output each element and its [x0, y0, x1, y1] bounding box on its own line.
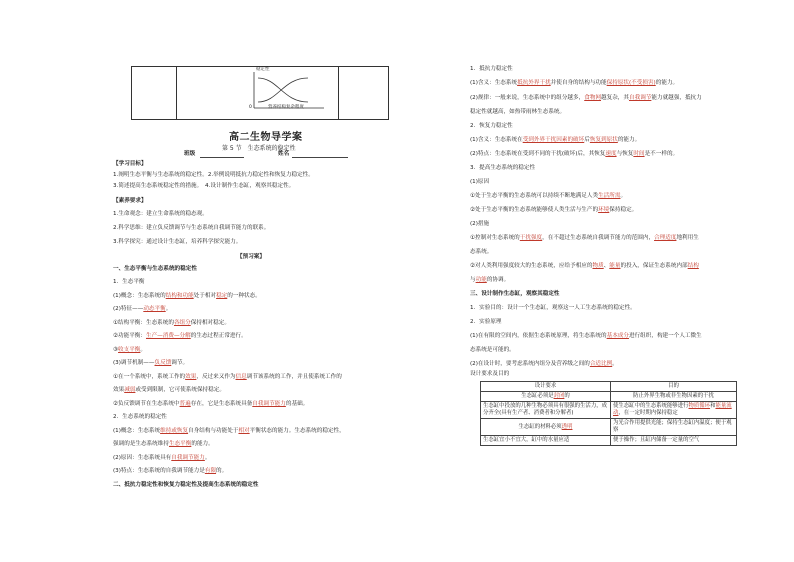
r-line-2: [470, 80, 678, 87]
section-1-1: 1．生态平衡: [113, 279, 145, 285]
r-line-3-answer-1: 食物网: [584, 95, 602, 101]
r-line-6-answer-2: 恢复到原状: [589, 137, 618, 143]
r-line-22-b: 。: [612, 361, 618, 367]
r-line-22: [470, 361, 618, 368]
goal-line-1: 1.阐明生态平衡与生态系统的稳定性。2.举例说明抵抗力稳定性和恢复力稳定性。: [113, 172, 314, 178]
r-line-5: 2．恢复力稳定性: [470, 123, 513, 129]
def-line-8-answer: 减弱: [124, 387, 136, 393]
r-line-15-answer-2: 能量: [609, 263, 621, 269]
def-line-3-answer: 各组分: [173, 320, 191, 326]
def-line-7-c: 调节该系统的工作，并且使系统工作的: [246, 374, 342, 380]
cell-text: ，在一定时期内保持稳定: [618, 410, 678, 416]
table-header-row: [481, 382, 737, 392]
def-line-8-b: 或受到限制，它可使系统保持稳定。: [135, 387, 225, 393]
def-line-9-c: 的基础。: [285, 401, 309, 407]
r-line-13-answer-1: 干扰强度: [519, 235, 543, 241]
r-line-11-a: ②处于生态平衡的生态系统能够使人类生活与生产的: [470, 207, 599, 213]
def-line-1-answer-1: 结构和功能: [165, 293, 194, 299]
r-line-10: [470, 193, 626, 200]
def-line-1-c: 的一种状态。: [227, 293, 261, 299]
def-line-1: [113, 293, 261, 300]
r-line-6: [470, 137, 640, 144]
r-line-7-answer-2: 时间: [633, 151, 645, 157]
r-line-9: (1)原因: [470, 179, 490, 185]
r-line-11-answer: 环境: [598, 207, 610, 213]
def-line-4-b: 的生态过程正常进行。: [190, 333, 247, 339]
r-line-10-answer: 生活所需: [598, 193, 621, 199]
cell-answer: 能量流动: [613, 403, 732, 416]
table-header-goal: 目的: [611, 382, 737, 392]
stab-line-2: [113, 441, 214, 448]
stab-line-2-a: 强调的是生态系统维持: [113, 441, 169, 447]
section-1-2: 2．生态系统的稳定性: [113, 414, 167, 420]
stab-line-1-a: (1)概念：生态系统: [113, 428, 161, 434]
cell-answer: 封闭: [553, 393, 565, 399]
table-row: [481, 392, 737, 402]
r-line-13-answer-2: 合理适度: [654, 235, 677, 241]
r-line-3-c: 能力就越强，抵抗力: [651, 95, 702, 101]
def-line-4: [113, 333, 247, 340]
def-line-6: [113, 360, 188, 367]
r-line-1: 1．抵抗力稳定性: [470, 66, 513, 72]
table-cell-goal-2: [611, 402, 737, 419]
r-line-15-answer-1: 物质: [592, 263, 604, 269]
def-line-6-b: 调节。: [171, 360, 189, 366]
cell-answer: 透明: [561, 423, 573, 430]
def-line-2: [113, 306, 171, 313]
r-line-12: (2)措施: [470, 221, 490, 227]
def-line-8: [113, 387, 225, 394]
cell-text: 的: [564, 393, 570, 399]
r-line-20-answer: 基本成分: [606, 333, 629, 339]
r-line-13-b: ，在不超过生态系统自我调节能力的范围内，: [542, 235, 655, 241]
r-line-15-a: ②对人类利用强度较大的生态系统，应给予相应的: [470, 263, 593, 269]
r-line-13-c: 地利用生: [676, 235, 699, 241]
stab-line-2-answer: 生态平衡: [168, 441, 192, 447]
stab-line-1-answer-1: 维持或恢复: [160, 428, 189, 434]
cell-text: 生态缸必须是: [521, 393, 554, 399]
literacy-line-3: 3.科学探究：通过设计生态缸，培养科学探究能力。: [113, 239, 242, 245]
r-line-18: 1．实验目的：设计一个生态缸，观察这一人工生态系统的稳定性。: [470, 305, 636, 311]
cell-text: 和: [710, 403, 716, 409]
page-title: 高二生物导学案: [229, 132, 303, 143]
r-line-16-b: 的协调。: [486, 277, 510, 283]
r-line-6-answer-1: 受到外界干扰因素的破坏: [522, 137, 585, 143]
def-line-7-b: ，反过来又作为: [196, 374, 236, 380]
def-line-7-a: ①在一个系统中，系统工作的: [113, 374, 186, 380]
r-line-20: [470, 333, 702, 340]
stab-line-4-b: 的。: [216, 468, 228, 474]
header-divider-2: [338, 66, 339, 120]
table-row: [481, 436, 737, 446]
r-line-10-b: 。: [620, 193, 627, 199]
table-cell-req-4: 生态缸宜小不宜大，缸中的水量应适: [481, 436, 611, 446]
r-line-13: [470, 235, 699, 242]
r-line-8: 3．提高生态系统的稳定性: [470, 165, 536, 171]
def-line-5-b: 。: [140, 347, 147, 353]
r-line-3-a: (2)规律：一般来说，生态系统中的组分越多，: [470, 95, 585, 101]
section-1-heading: 一、生态平衡与生态系统的稳定性: [113, 266, 197, 272]
r-line-11: [470, 207, 637, 214]
table-row: [481, 419, 737, 436]
r-line-2-c: 的能力。: [655, 80, 679, 86]
r-line-4: 稳定性就越高，如热带雨林生态系统。: [470, 109, 566, 115]
goal-line-2: 3.简述提高生态系统稳定性的措施。 4.设计制作生态缸，观察其稳定性。: [113, 183, 295, 189]
def-line-7: [113, 374, 342, 381]
def-line-1-b: 处于相对: [193, 293, 217, 299]
r-line-3: [470, 95, 702, 102]
r-line-11-b: 保持稳定。: [609, 207, 638, 213]
r-line-6-a: (1)含义：生态系统在: [470, 137, 523, 143]
def-line-3-a: ①结构平衡：生态系统的: [113, 320, 174, 326]
def-line-3: [113, 320, 230, 327]
stab-line-2-b: 的能力。: [191, 441, 214, 447]
def-line-9-answer-2: 自我调节能力: [252, 401, 286, 407]
r-line-6-c: 的能力。: [617, 137, 641, 143]
r-line-2-answer-1: 抵抗外界干扰: [517, 80, 551, 86]
def-line-2-answer: 动态平衡: [143, 306, 166, 312]
r-line-17: 三、设计制作生态缸，观察其稳定性: [470, 291, 560, 297]
r-line-16-a: 与: [470, 277, 476, 283]
stab-line-3-answer: 自我调节能力: [171, 455, 205, 461]
figure-origin: 0: [249, 105, 252, 110]
def-line-8-a: 效果: [113, 387, 125, 393]
r-line-7-c: 是不一样的。: [644, 151, 679, 157]
figure-x-label: 营养结构复杂程度: [268, 105, 304, 110]
stab-line-3-b: 。: [204, 455, 211, 461]
r-line-7: [470, 151, 678, 158]
name-blank: [292, 157, 348, 158]
stab-line-3-a: (2)原因：生态系统具有: [113, 455, 172, 461]
preview-heading: 【预习案】: [237, 254, 265, 260]
def-line-7-answer-1: 效果: [185, 374, 197, 380]
def-line-5: [113, 347, 146, 354]
table-cell-goal-1: 防止外界生物或非生物因素的干扰: [611, 392, 737, 402]
def-line-9-a: ②负反馈调节在生态系统中: [113, 401, 180, 407]
stab-line-4: [113, 468, 227, 475]
def-line-3-b: 保持相对稳定。: [190, 320, 230, 326]
def-line-9-answer-1: 普遍: [179, 401, 191, 407]
r-line-21: 态系统是可能的。: [470, 347, 515, 353]
r-line-10-a: ①处于生态平衡的生态系统可以持续不断地满足人类: [470, 193, 599, 199]
header-divider-1: [176, 66, 177, 120]
r-line-3-b: 越复杂，其: [601, 95, 629, 101]
def-line-7-answer-2: 信息: [235, 374, 247, 380]
r-line-6-b: 后: [584, 137, 590, 143]
r-line-7-b: 与恢复: [616, 151, 634, 157]
r-line-23: 设计要求及目的: [470, 371, 510, 377]
def-line-6-answer: 负反馈: [154, 360, 172, 366]
r-line-2-answer-2: 保持原状(不受损害): [606, 80, 656, 86]
cell-text: 使生态缸中的生态系统能够进行: [613, 403, 689, 409]
r-line-2-a: (1)含义：生态系统: [470, 80, 518, 86]
cell-text: 生态缸的材料必须: [518, 423, 562, 430]
table-header-requirement: 设计要求: [481, 382, 611, 392]
table-cell-goal-3: 为光合作用提供光能；保持生态缸内温度；便于观察: [611, 419, 737, 436]
def-line-5-answer: 收支平衡: [118, 347, 141, 353]
cell-answer: 物质循环: [688, 403, 711, 409]
def-line-2-a: (2)特征——: [113, 306, 144, 312]
requirements-table: [480, 381, 737, 446]
literacy-line-2: 2.科学思维：建立负反馈调节与生态系统自我调节能力的联系。: [113, 225, 270, 231]
def-line-1-answer-2: 稳定: [216, 293, 228, 299]
table-cell-req-3: [481, 419, 611, 436]
stab-line-3: [113, 455, 210, 462]
r-line-22-answer: 合适比例: [589, 361, 613, 367]
def-line-2-b: 。: [165, 306, 172, 312]
class-blank: [200, 157, 244, 158]
table-cell-req-2: 生态缸中投放的几种生物必须具有很强的生活力，成分齐全(具有生产者、消费者和分解者): [481, 402, 611, 419]
r-line-2-b: 并使自身的结构与功能: [550, 80, 607, 86]
stab-line-4-a: (3)特点：生态系统的自我调节能力是: [113, 468, 205, 474]
r-line-7-a: (2)特点：生态系统在受到不同的干扰(破坏)后，其恢复: [470, 151, 606, 157]
def-line-6-a: (3)调节机制——: [113, 360, 155, 366]
r-line-20-a: (1)在有限的空间内，依据生态系统原理，将生态系统的: [470, 333, 607, 339]
r-line-15: [470, 263, 699, 270]
def-line-9: [113, 401, 308, 408]
r-line-15-c: 的投入，保证生态系统内部: [620, 263, 688, 269]
def-line-5-a: ③: [113, 347, 119, 353]
stab-line-1-c: 平衡状态的能力。生态系统的稳定性，: [249, 428, 345, 434]
def-line-1-a: (1)概念：生态系统的: [113, 293, 166, 299]
def-line-4-answer: 生产—消费—分解: [145, 333, 191, 339]
r-line-19: 2．实验原理: [470, 319, 502, 325]
stab-line-1-answer-2: 相对: [238, 428, 250, 434]
r-line-13-a: ①控制对生态系统的: [470, 235, 520, 241]
def-line-9-b: 存在，它是生态系统具备: [190, 401, 253, 407]
table-cell-req-1: [481, 392, 611, 402]
r-line-14: 态系统。: [470, 249, 493, 255]
r-line-3-answer-2: 自我调节: [629, 95, 652, 101]
stab-line-1: [113, 428, 345, 435]
name-label: 姓名: [278, 151, 290, 157]
table-row: [481, 402, 737, 419]
def-line-4-a: ②功能平衡：: [113, 333, 146, 339]
stab-line-1-b: 自身结构与功能处于: [188, 428, 239, 434]
figure-y-label: 稳定性: [256, 67, 270, 72]
table-cell-goal-4: 便于操作；且缸内储备一定量的空气: [611, 436, 737, 446]
r-line-15-b: 、: [603, 263, 610, 269]
literacy-heading: 【素养要求】: [113, 198, 147, 204]
class-label: 班级: [184, 151, 196, 157]
goals-heading: 【学习目标】: [113, 161, 147, 167]
r-line-15-answer-3: 结构: [687, 263, 699, 269]
r-line-22-a: (2)在设计时，要考虑系统内组分及营养级之间的: [470, 361, 590, 367]
r-line-20-b: 进行组织，构建一个人工微生: [628, 333, 702, 339]
stab-line-4-answer: 有限: [204, 468, 217, 474]
r-line-16-answer: 功能: [475, 277, 487, 283]
section-2-heading: 二、抵抗力稳定性和恢复力稳定性及提高生态系统的稳定性: [113, 482, 259, 488]
r-line-16: [470, 277, 509, 284]
r-line-7-answer-1: 速度: [605, 151, 617, 157]
literacy-line-1: 1.生命观念：建立生命系统的稳态观。: [113, 211, 208, 217]
page-subtitle: 第 5 节 生态系统的稳定性: [222, 145, 296, 152]
